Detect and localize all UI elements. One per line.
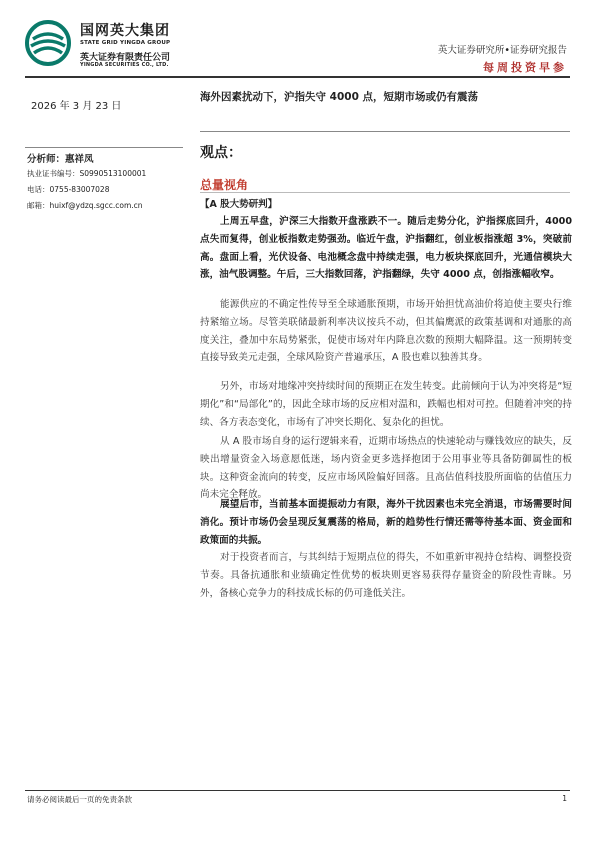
paragraph-inflation-expectations: 能源供应的不确定性传导至全球通胀预期，市场开始担忧高油价将迫使主要央行维持紧缩立场。尽管美联储最新利率决议按兵不动，但其偏鹰派的政策基调和对通胀的高度关注，叠加中东局势紧张，促使市场对年内降息次数的预期大幅降温。这一预期转变直接导致美元走强，全球风险资产普遍承压，A 股也难以独善其身。	[200, 299, 572, 364]
analyst-cert: 执业证书编号：S0990513100001	[27, 169, 147, 178]
logo-securities-en: YINGDA SECURITIES CO., LTD.	[80, 62, 169, 68]
state-grid-logo-icon	[25, 20, 71, 66]
paragraph-outlook: 展望后市，当前基本面提振动力有限，海外干扰因素也未完全消退，市场需要时间消化。预计市场仍会呈现反复震荡的格局，新的趋势性行情还需等待基本面、资金面和政策面的共振。	[200, 499, 572, 546]
viewpoint-heading: 观点：	[200, 145, 242, 161]
sidebar-divider	[25, 147, 183, 148]
paragraph-market-summary: 上周五早盘，沪深三大指数开盘涨跌不一。随后走势分化，沪指探底回升，4000 点失而复得，创业板指数走势强劲。临近午盘，沪指翻红，创业板指涨超 3%，突破前高。盘面上看，光伏设备、电池概念盘中持续走强，电力板块探底回升，光通信模块大涨，油气股调整。午后，三大指数回落，沪指翻绿，失守 4000 点，创指涨幅收窄。	[200, 216, 572, 281]
paragraph-market-logic: 从 A 股市场自身的运行逻辑来看，近期市场热点的快速轮动与赚钱效应的缺失，反映出增量资金入场意愿低迷，场内资金更多选择抱团于公用事业等具备防御属性的板块。这种资金流向的转变，反应市场风险偏好回落。且高估值科技股所面临的估值压力尚未完全释放。	[200, 436, 572, 501]
footer-disclaimer: 请务必阅读最后一页的免责条款	[27, 795, 132, 804]
report-date: 2026 年 3 月 23 日	[31, 101, 122, 112]
header-divider	[25, 76, 570, 78]
analyst-name: 分析师：惠祥凤	[27, 154, 94, 165]
header-report-type: 每周投资早参	[483, 61, 567, 74]
paragraph-investor-advice: 对于投资者而言，与其纠结于短期点位的得失，不如重新审视持仓结构、调整投资节奏。具备抗通胀和业绩确定性优势的板块则更容易获得存量资金的阶段性青睐。另外，备核心竞争力的科技成长标的仍可逢低关注。	[200, 552, 572, 599]
header-org-line: 英大证券研究所•证券研究报告	[437, 45, 567, 56]
report-headline: 海外因素扰动下，沪指失守 4000 点，短期市场或仍有震荡	[200, 91, 479, 103]
analyst-email: 邮箱：huixf@ydzq.sgcc.com.cn	[27, 201, 143, 210]
analyst-phone: 电话：0755-83007028	[27, 185, 110, 194]
logo-group-en: STATE GRID YINGDA GROUP	[80, 40, 171, 46]
section-title: 总量视角	[200, 178, 249, 192]
logo-securities-cn: 英大证券有限责任公司	[80, 53, 171, 63]
subsection-title: 【A 股大势研判】	[200, 199, 278, 210]
section-divider	[200, 192, 570, 193]
paragraph-geopolitical-conflict: 另外，市场对地缘冲突持续时间的预期正在发生转变。此前倾向于认为冲突将是“短期化”和“局部化”的，因此全球市场的反应相对温和，跌幅也相对可控。但随着冲突的持续、各方表态变化，市场有了冲突长期化、复杂化的担忧。	[200, 381, 572, 428]
footer-divider	[25, 790, 570, 791]
page-number: 1	[562, 794, 567, 803]
headline-divider	[200, 131, 570, 132]
logo-company-cn: 国网英大集团	[80, 23, 170, 39]
